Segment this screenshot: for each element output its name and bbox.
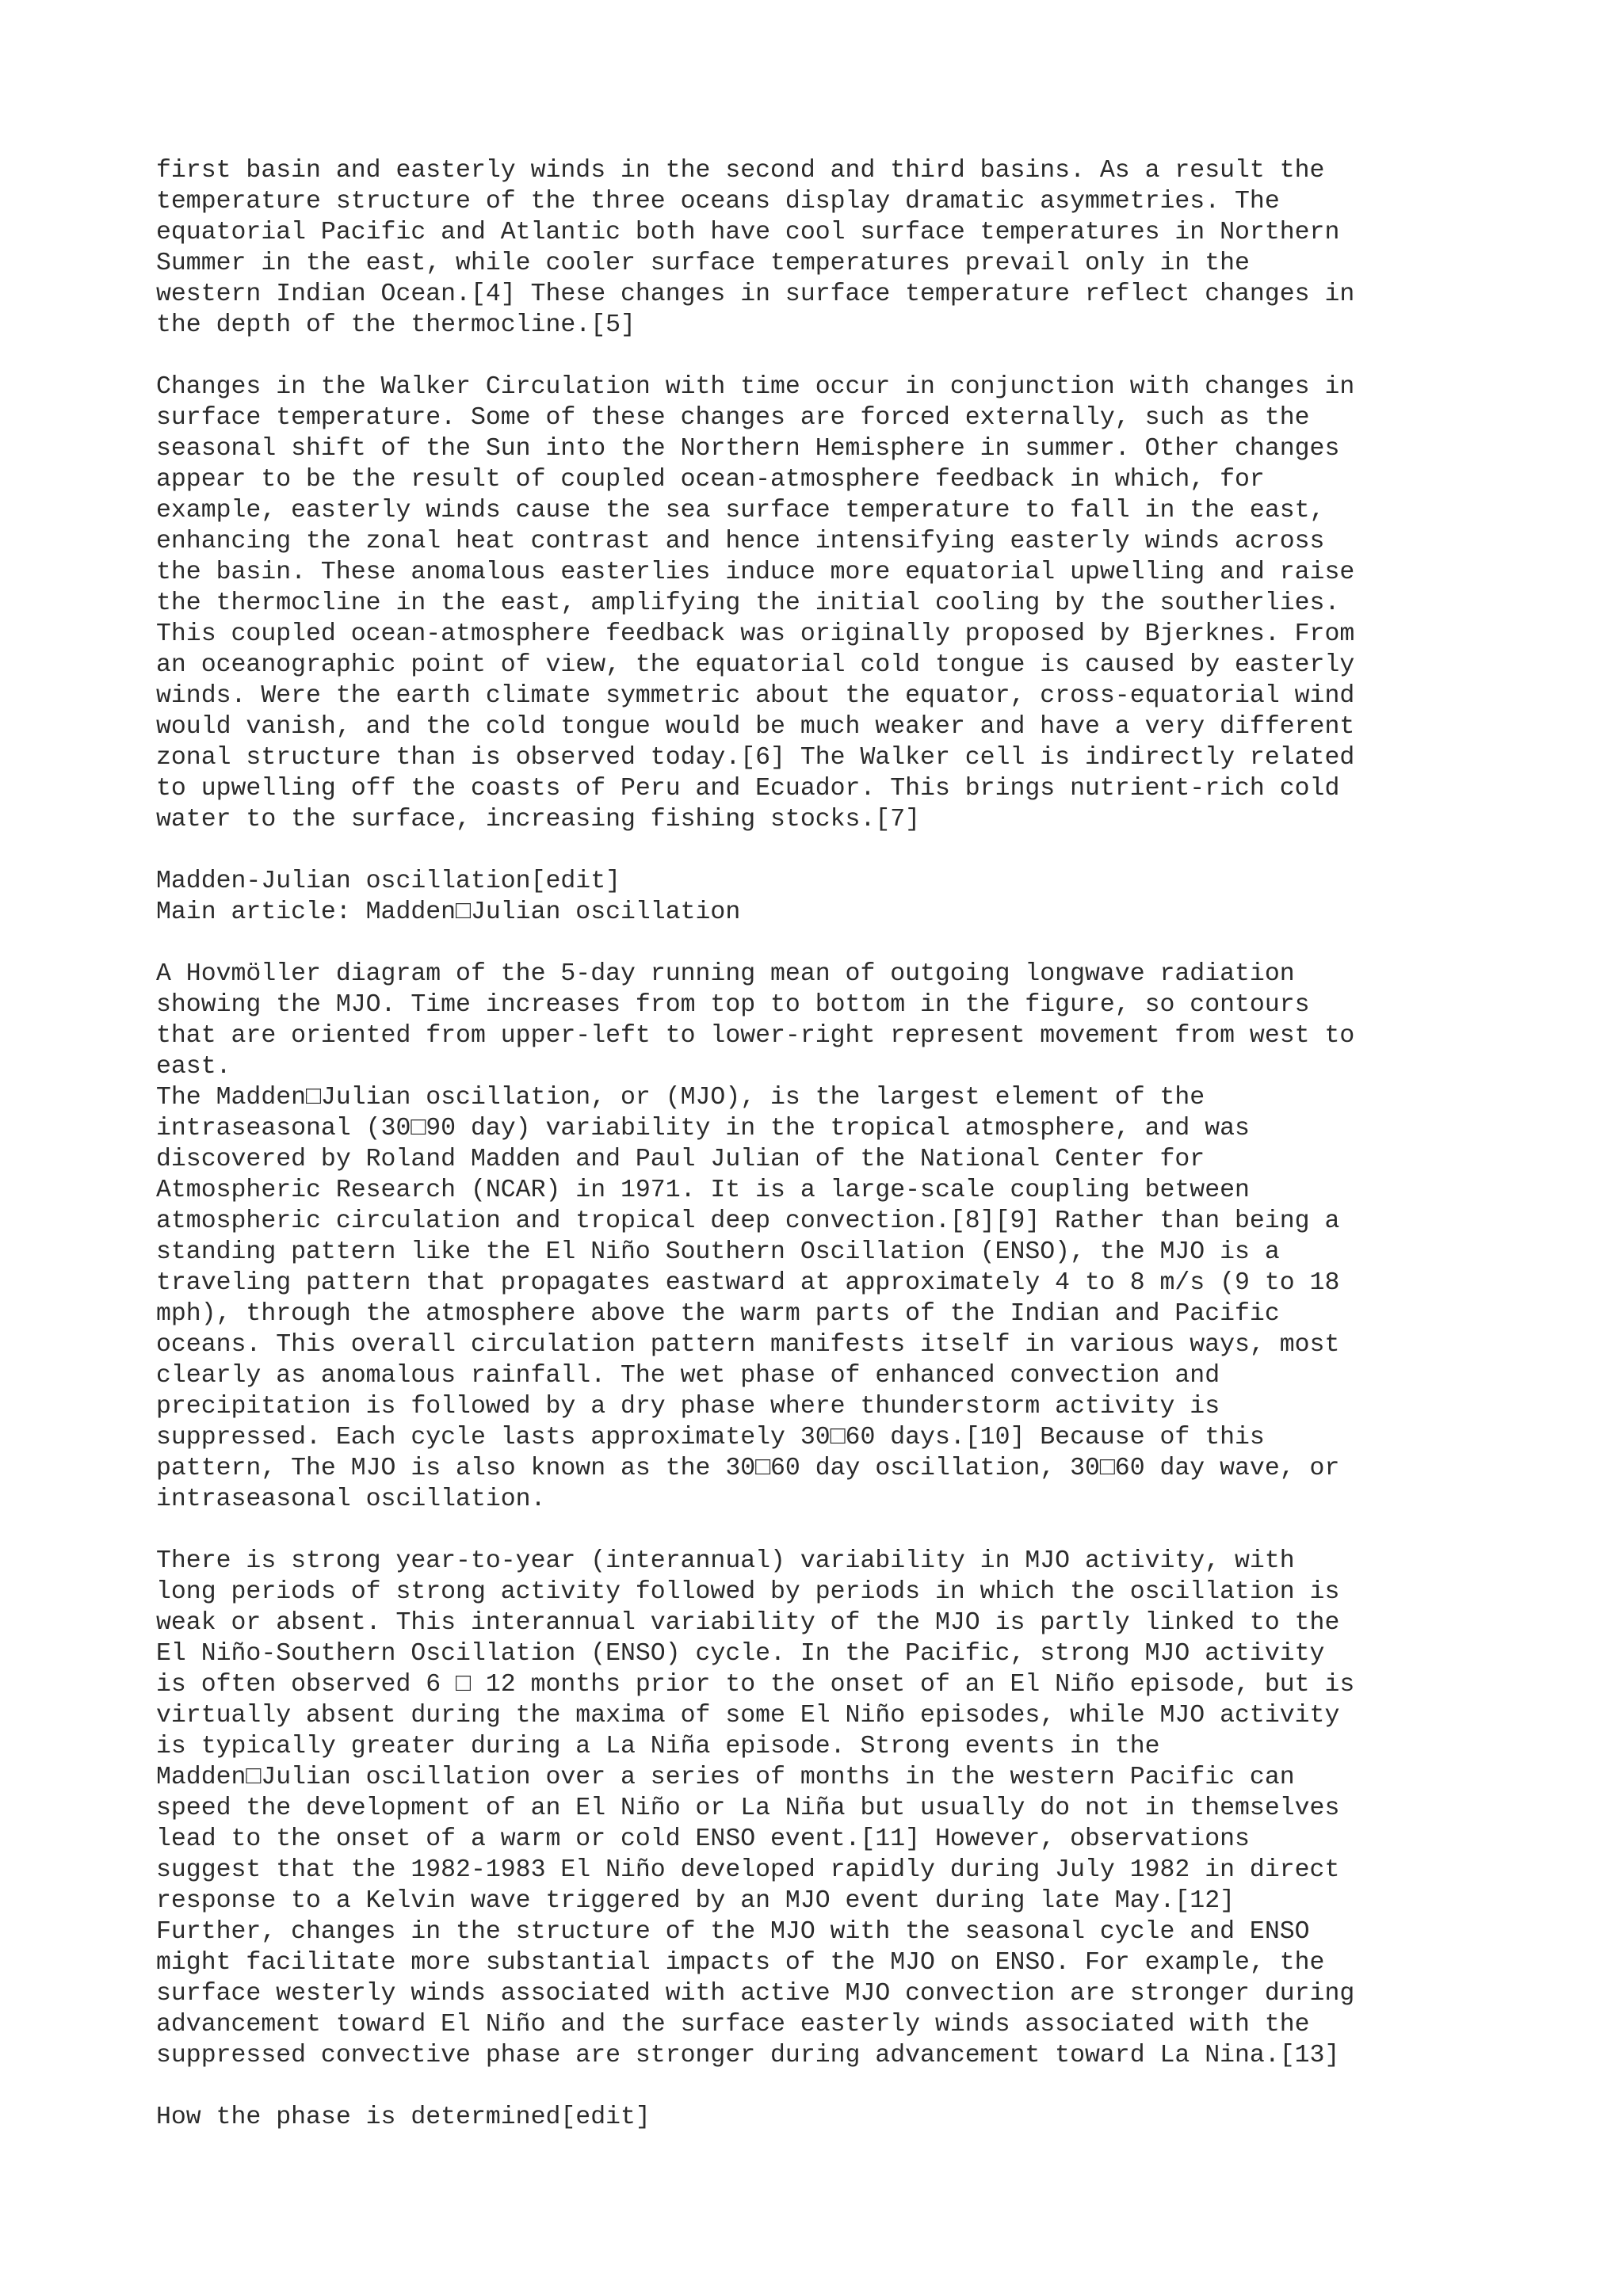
paragraph-walker-asymmetries: first basin and easterly winds in the second and third basins. As a result the temperature structure of the three oceans display dramatic asymmetries. The equatorial Pacific and Atlantic both have cool surface temperatures in Northern Summer in the east, while cooler surface temperatures prevail only in the western Indian Ocean.[4] These changes in surface temperature reflect changes in the depth of the thermocline.[5]: [156, 157, 1355, 339]
paragraph-mjo-interannual: There is strong year-to-year (interannual) variability in MJO activity, with long periods of strong activity followed by periods in which the oscillation is weak or absent. This interannual variability of the MJO is partly linked to the El Niño-Southern Oscillation (ENSO) cycle. In the Pacific, strong MJO activity is often observed 6 □ 12 months prior to the onset of an El Niño episode, but is virtually absent during the maxima of some El Niño episodes, while MJO activity is typically greater during a La Niña episode. Strong events in the Madden□Julian oscillation over a series of months in the western Pacific can speed the development of an El Niño or La Niña but usually do not in themselves lead to the onset of a warm or cold ENSO event.[11] However, observations suggest that the 1982-1983 El Niño developed rapidly during July 1982 in direct response to a Kelvin wave triggered by an MJO event during late May.[12] Further, changes in the structure of the MJO with the seasonal cycle and ENSO might facilitate more substantial impacts of the MJO on ENSO. For example, the surface westerly winds associated with active MJO convection are stronger during advancement toward El Niño and the surface easterly winds associated with the suppressed convective phase are stronger during advancement toward La Nina.[13]: [156, 1547, 1355, 2069]
paragraph-mjo-definition: The Madden□Julian oscillation, or (MJO), is the largest element of the intraseasonal (30□90 day) variability in the tropical atmosphere, and was discovered by Roland Madden and Paul Julian of the National Center for Atmospheric Research (NCAR) in 1971. It is a large-scale coupling between atmospheric circulation and tropical deep convection.[8][9] Rather than being a standing pattern like the El Niño Southern Oscillation (ENSO), the MJO is a traveling pattern that propagates eastward at approximately 4 to 8 m/s (9 to 18 mph), through the atmosphere above the warm parts of the Indian and Pacific oceans. This overall circulation pattern manifests itself in various ways, most clearly as anomalous rainfall. The wet phase of enhanced convection and precipitation is followed by a dry phase where thunderstorm activity is suppressed. Each cycle lasts approximately 30□60 days.[10] Because of this pattern, The MJO is also known as the 30□60 day oscillation, 30□60 day wave, or intraseasonal oscillation.: [156, 1084, 1340, 1513]
document-page: [156, 155, 1551, 2133]
hovmoller-figure-caption: A Hovmöller diagram of the 5-day running mean of outgoing longwave radiation showing the MJO. Time increases from top to bottom in the figure, so contours that are oriented from upper-left to lower-right represent movement from west to east.: [156, 960, 1355, 1081]
section-heading-mjo: Madden-Julian oscillation[edit]: [156, 868, 621, 895]
section-heading-phase: How the phase is determined[edit]: [156, 2103, 651, 2131]
mjo-section-header: [156, 866, 1551, 928]
paragraph-walker-circulation-changes: Changes in the Walker Circulation with time occur in conjunction with changes in surface temperature. Some of these changes are forced externally, such as the seasonal shift of the Sun into the Northern Hemisphere in summer. Other changes appear to be the result of coupled ocean-atmosphere feedback in which, for example, easterly winds cause the sea surface temperature to fall in the east, enhancing the zonal heat contrast and hence intensifying easterly winds across the basin. These anomalous easterlies induce more equatorial upwelling and raise the thermocline in the east, amplifying the initial cooling by the southerlies. This coupled ocean-atmosphere feedback was originally proposed by Bjerknes. From an oceanographic point of view, the equatorial cold tongue is caused by easterly winds. Were the earth climate symmetric about the equator, cross-equatorial wind would vanish, and the cold tongue would be much weaker and have a very different zonal structure than is observed today.[6] The Walker cell is indirectly related to upwelling off the coasts of Peru and Ecuador. This brings nutrient-rich cold water to the surface, increasing fishing stocks.[7]: [156, 373, 1355, 833]
main-article-hatnote: Main article: Madden□Julian oscillation: [156, 898, 741, 926]
